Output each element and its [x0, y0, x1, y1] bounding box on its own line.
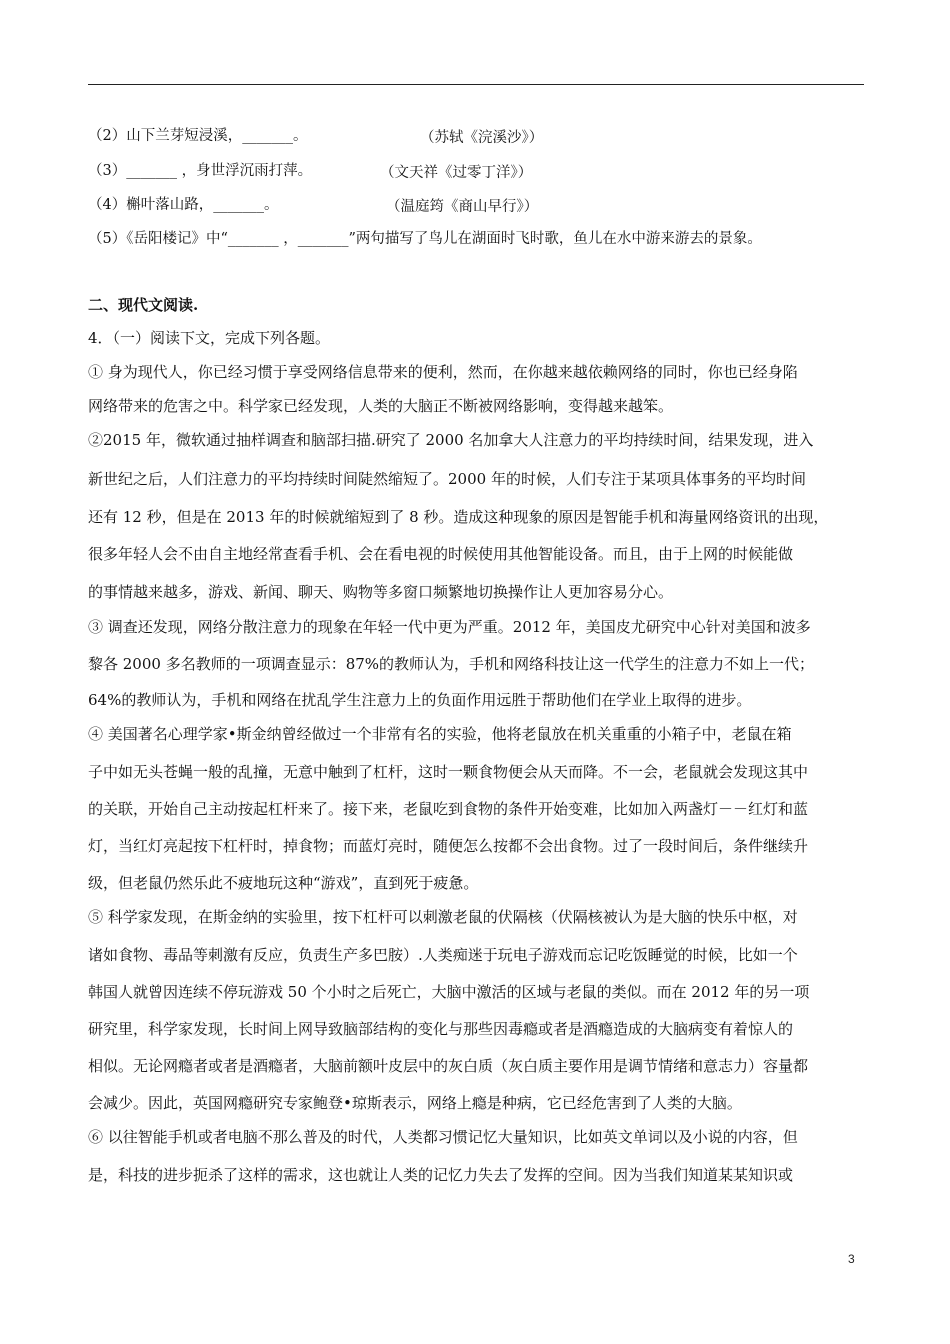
poem-item-4-source: （温庭筠《商山早行》） [386, 199, 539, 215]
poem-item-2-source: （苏轼《浣溪沙》） [420, 130, 544, 146]
passage-line: 还有 12 秒，但是在 2013 年的时候就缩短到了 8 秒。造成这种现象的原因是智能手机和海量网络资讯的出现， [88, 508, 829, 526]
passage-line: 很多年轻人会不由自主地经常查看手机、会在看电视的时候使用其他智能设备。而且，由于上网的时候能做 [88, 545, 794, 563]
passage-line: ③ 调查还发现，网络分散注意力的现象在年轻一代中更为严重。2012 年，美国皮尤研究中心针对美国和波多 [88, 618, 811, 636]
passage-line: 韩国人就曾因连续不停玩游戏 50 个小时之后死亡，大脑中激活的区域与老鼠的类似。而在 2012 年的另一项 [88, 983, 810, 1001]
poem-item-5: （5）《岳阳楼记》中“_______ ，_______”两句描写了鸟儿在湖面时飞时歌，鱼儿在水中游来游去的景象。 [88, 231, 762, 247]
passage-line: 黎各 2000 多名教师的一项调查显示：87%的教师认为，手机和网络科技让这一代学生的注意力不如上一代； [88, 655, 815, 673]
passage-line: 会减少。因此，英国网瘾研究专家鲍登•琼斯表示，网络上瘾是种病，它已经危害到了人类的大脑。 [88, 1094, 742, 1112]
poem-item-3-source: （文天祥《过零丁洋》） [380, 165, 533, 181]
passage-line: ④ 美国著名心理学家•斯金纳曾经做过一个非常有名的实验，他将老鼠放在机关重重的小箱子中，老鼠在箱 [88, 725, 792, 743]
passage-line: ②2015 年，微软通过抽样调查和脑部扫描.研究了 2000 名加拿大人注意力的平均持续时间，结果发现，进入 [88, 431, 814, 449]
passage-line: 诸如食物、毒品等刺激有反应，负责生产多巴胺）.人类痴迷于玩电子游戏而忘记吃饭睡觉的时候，比如一个 [88, 946, 798, 964]
passage-line: 灯，当红灯亮起按下杠杆时，掉食物；而蓝灯亮时，随便怎么按都不会出食物。过了一段时间后，条件继续升 [88, 837, 809, 855]
passage-line: 的事情越来越多，游戏、新闻、聊天、购物等多窗口频繁地切换操作让人更加容易分心。 [88, 583, 674, 601]
passage-line: 新世纪之后，人们注意力的平均持续时间陡然缩短了。2000 年的时候，人们专注于某项具体事务的平均时间 [88, 470, 806, 488]
passage-line: 64%的教师认为，手机和网络在扰乱学生注意力上的负面作用远胜于帮助他们在学业上取得的进步。 [88, 691, 752, 709]
passage-line: 是，科技的进步扼杀了这样的需求，这也就让人类的记忆力失去了发挥的空间。因为当我们知道某某知识或 [88, 1166, 794, 1184]
poem-item-2: （2）山下兰芽短浸溪，_______。 [88, 128, 308, 144]
passage-line: ⑥ 以往智能手机或者电脑不那么普及的时代，人类都习惯记忆大量知识，比如英文单词以及小说的内容，但 [88, 1128, 798, 1146]
question-intro: 4．（一）阅读下文，完成下列各题。 [88, 329, 331, 347]
passage-line: ① 身为现代人，你已经习惯于享受网络信息带来的便利，然而，在你越来越依赖网络的同时，你也已经身陷 [88, 363, 798, 381]
poem-item-3: （3）_______ ，身世浮沉雨打萍。 [88, 163, 313, 179]
header-divider [88, 84, 864, 85]
passage-line: ⑤ 科学家发现，在斯金纳的实验里，按下杠杆可以刺激老鼠的伏隔核（伏隔核被认为是大脑的快乐中枢，对 [88, 908, 798, 926]
passage-line: 相似。无论网瘾者或者是酒瘾者，大脑前额叶皮层中的灰白质（灰白质主要作用是调节情绪和意志力）容量都 [88, 1057, 809, 1075]
poem-item-4: （4）槲叶落山路，_______。 [88, 197, 279, 213]
passage-line: 级，但老鼠仍然乐此不疲地玩这种“游戏”，直到死于疲惫。 [88, 874, 479, 892]
page-number: 3 [848, 1252, 855, 1266]
passage-line: 网络带来的危害之中。科学家已经发现，人类的大脑正不断被网络影响，变得越来越笨。 [88, 397, 674, 415]
passage-line: 子中如无头苍蝇一般的乱撞，无意中触到了杠杆，这时一颗食物便会从天而降。不一会，老鼠就会发现这其中 [88, 763, 809, 781]
section-title: 二、现代文阅读. [88, 296, 199, 314]
passage-line: 的关联，开始自己主动按起杠杆来了。接下来，老鼠吃到食物的条件开始变难，比如加入两盏灯－－红灯和蓝 [88, 800, 809, 818]
passage-line: 研究里，科学家发现，长时间上网导致脑部结构的变化与那些因毒瘾或者是酒瘾造成的大脑病变有着惊人的 [88, 1020, 794, 1038]
